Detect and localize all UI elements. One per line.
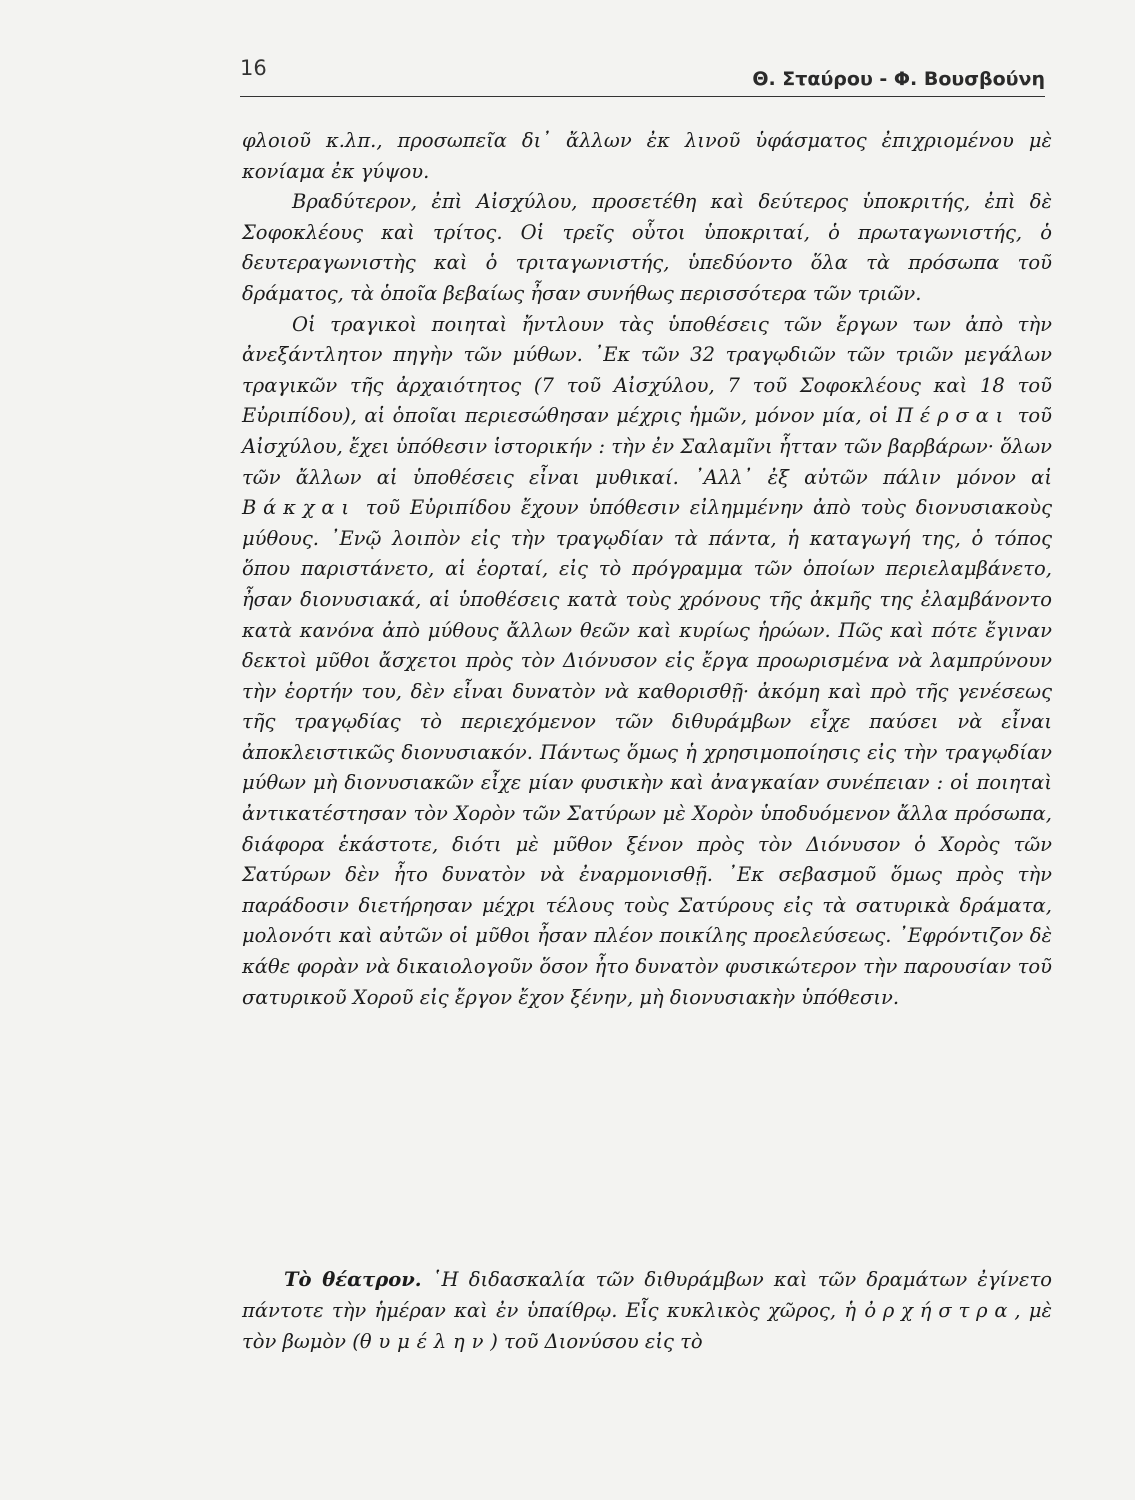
section-paragraph	[242, 1264, 1052, 1357]
paragraph-3	[242, 310, 1052, 1014]
running-title: Θ. Σταύρου - Φ. Βουσβούνη	[752, 68, 1045, 90]
paragraph-3-text: τοῦ Εὐριπίδου ἔχουν ὑπόθεσιν εἰλημμένην ἀπὸ τοὺς διονυσιακοὺς μύθους. ᾿Ενῷ λοιπὸν εἰς τὴν τραγῳδίαν τὰ πάντα, ἡ καταγωγή της, ὁ τόπος ὅπου παριστάνετο, αἱ ἑορταί, εἰς τὸ πρόγραμμα τῶν ὁποίων περιελαμβάνετο, ἦσαν διονυσιακά, αἱ ὑποθέσεις κατὰ τοὺς χρόνους τῆς ἀκμῆς της ἐλαμβάνοντο κατὰ κανόνα ἀπὸ μύθους ἄλλων θεῶν καὶ κυρίως ἡρώων. Πῶς καὶ πότε ἔγιναν δεκτοὶ μῦθοι ἄσχετοι πρὸς τὸν Διόνυσον εἰς ἔργα προωρισμένα νὰ λαμπρύνουν τὴν ἑορτήν του, δὲν εἶναι δυνατὸν νὰ καθορισθῇ· ἀκόμη καὶ πρὸ τῆς γενέσεως τῆς τραγῳδίας τὸ περιεχόμενον τῶν διθυράμβων εἶχε παύσει νὰ εἶναι ἀποκλειστικῶς διονυσιακόν. Πάντως ὅμως ἡ χρησιμοποίησις εἰς τὴν τραγῳδίαν μύθων μὴ διονυσιακῶν εἶχε μίαν φυσικὴν καὶ ἀναγκαίαν συνέπειαν : οἱ ποιηταὶ ἀντικατέστησαν τὸν Χορὸν τῶν Σατύρων μὲ Χορὸν ὑποδυόμενον ἄλλα πρόσωπα, διάφορα ἑκάστοτε, διότι μὲ μῦθον ξένον πρὸς τὸν Διόνυσον ὁ Χορὸς τῶν Σατύρων δὲν ἦτο δυνατὸν νὰ ἐναρμονισθῇ. ᾿Εκ σεβασμοῦ ὅμως πρὸς τὴν παράδοσιν διετήρησαν μέχρι τέλους τοὺς Σατύρους εἰς τὰ σατυρικὰ δράματα, μολονότι καὶ αὐτῶν οἱ μῦθοι ἦσαν πλέον ποικίλης προελεύσεως. ᾿Εφρόντιζον δὲ κάθε φορὰν νὰ δικαιολογοῦν ὅσον ἦτο δυνατὸν φυσικώτερον τὴν παρουσίαν τοῦ σατυρικοῦ Χοροῦ εἰς ἔργον ἔχον ξένην, μὴ διονυσιακὴν ὑπόθεσιν.	[242, 496, 1052, 1009]
section-text: ῾Η διδασκαλία τῶν διθυράμβων καὶ τῶν δραμάτων ἐγίνετο πάντοτε τὴν ἡμέραν καὶ ἐν ὑπαίθρῳ. Εἷς κυκλικὸς χῶρος, ἡ	[242, 1268, 1052, 1322]
section-heading: Τὸ θέατρον.	[284, 1268, 422, 1291]
section-theatre	[242, 1264, 1052, 1357]
body-text	[242, 126, 1052, 1013]
page-number: 16	[240, 56, 267, 80]
paragraph-3-text: Οἱ τραγικοὶ ποιηταὶ ἤντλουν τὰς ὑποθέσεις τῶν ἔργων των ἀπὸ τὴν ἀνεξάντλητον πηγὴν τῶν μύθων. ᾿Εκ τῶν 32 τραγῳδιῶν τῶν τριῶν μεγάλων τραγικῶν τῆς ἀρχαιότητος (7 τοῦ Αἰσχύλου, 7 τοῦ Σοφοκλέους καὶ 18 τοῦ Εὐριπίδου), αἱ ὁποῖαι περιεσώθησαν μέχρις ἡμῶν, μόνον μία, οἱ	[242, 312, 1052, 428]
paragraph-3-text: τοῦ Αἰσχύλου, ἔχει ὑπόθεσιν ἱστορικήν : τὴν ἐν Σαλαμῖνι ἧτταν τῶν βαρβάρων· ὅλων τῶν ἄλλων αἱ ὑποθέσεις εἶναι μυθικαί. ᾿Αλλ᾽ ἐξ αὐτῶν πάλιν μόνον αἱ	[242, 404, 1052, 489]
spaced-title-persai: Πέρσαι	[896, 404, 1011, 428]
spaced-title-bakchai: Βάκχαι	[242, 496, 356, 520]
section-text: ) τοῦ Διονύσου εἰς τὸ	[490, 1330, 703, 1353]
section-text: , μὲ τὸν βωμὸν (	[242, 1299, 1052, 1353]
header-rule	[240, 96, 1045, 97]
paragraph-1: φλοιοῦ κ.λπ., προσωπεῖα δι᾽ ἄλλων ἐκ λινοῦ ὑφάσματος ἐπιχριομένου μὲ κονίαμα ἐκ γύψου.	[242, 129, 1052, 183]
paragraph-2: Βραδύτερον, ἐπὶ Αἰσχύλου, προσετέθη καὶ δεύτερος ὑποκριτής, ἐπὶ δὲ Σοφοκλέους καὶ τρίτος. Οἱ τρεῖς οὗτοι ὑποκριταί, ὁ πρωταγωνιστής, ὁ δευτεραγωνιστὴς καὶ ὁ τριταγωνιστής, ὑπεδύοντο ὅλα τὰ πρόσωπα τοῦ δράματος, τὰ ὁποῖα βεβαίως ἦσαν συνήθως περισσότερα τῶν τριῶν.	[242, 190, 1052, 305]
spaced-term-orchestra: ὀρχήστρα	[864, 1299, 1015, 1322]
running-head	[240, 56, 1045, 96]
spaced-term-thymele: θυμέλην	[359, 1330, 491, 1353]
